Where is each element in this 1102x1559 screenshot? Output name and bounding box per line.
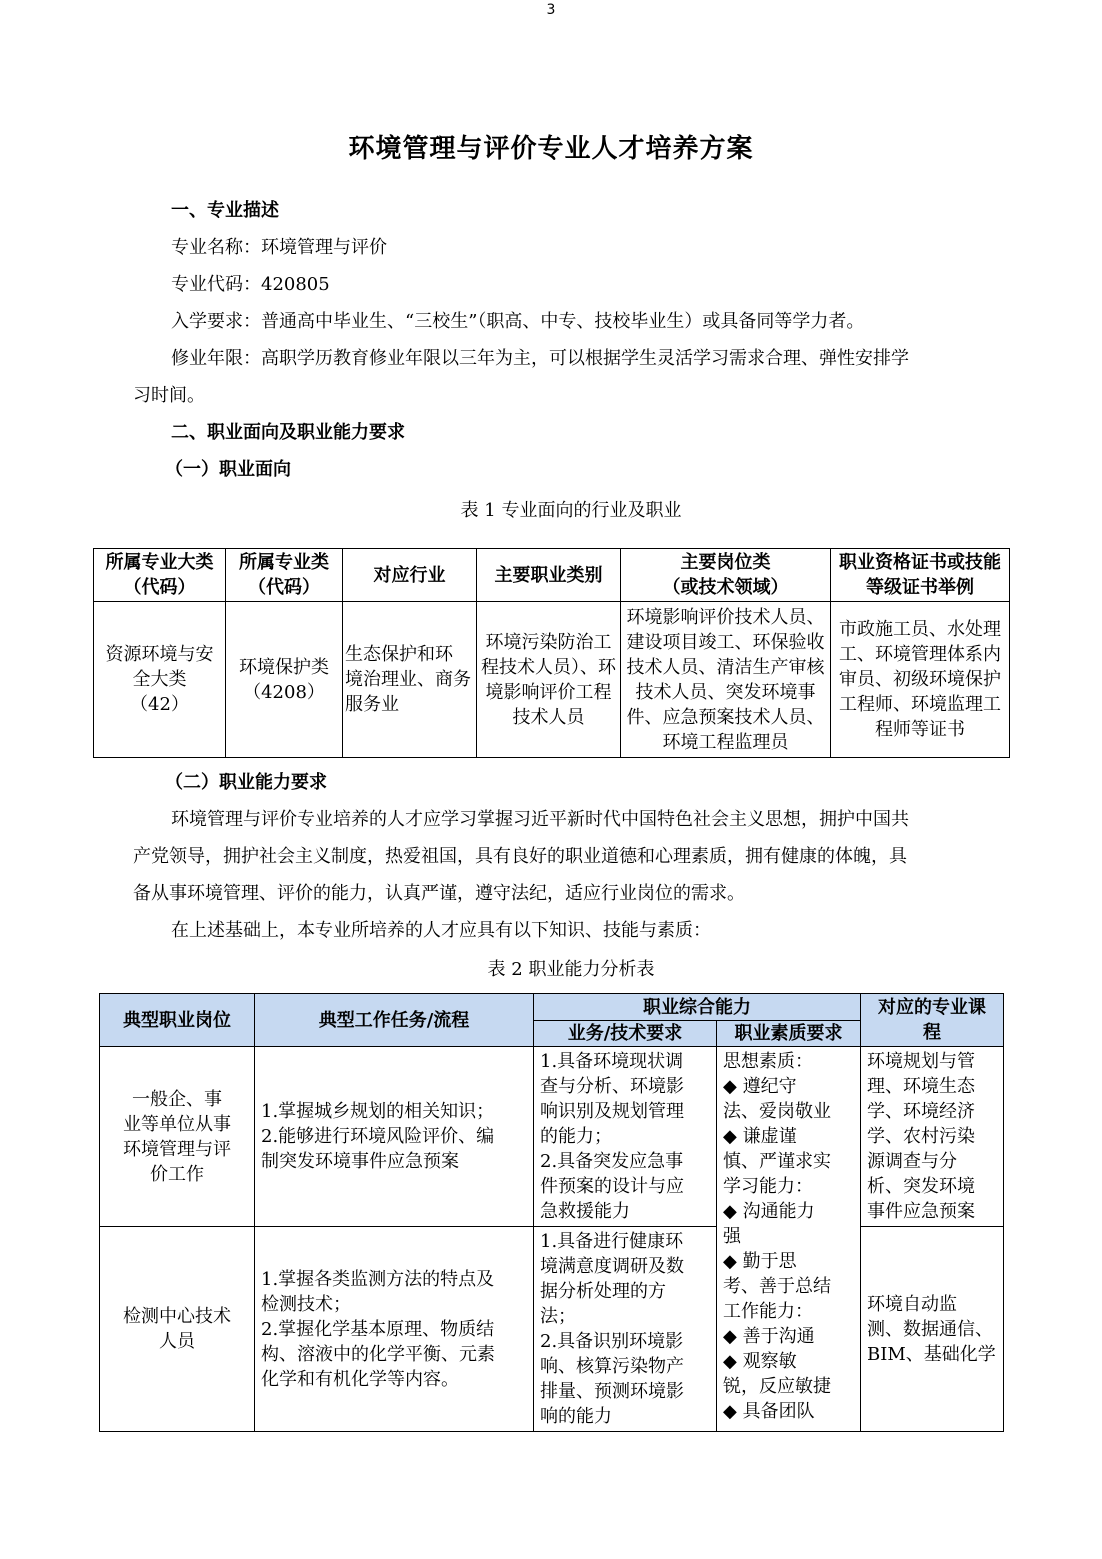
section-heading-career: 二、职业面向及职业能力要求 (171, 422, 405, 443)
table1-header-cell: 所属专业类 （代码） (226, 549, 343, 602)
table2-header-post: 典型职业岗位 (100, 994, 255, 1047)
paragraph-line: 环境管理与评价专业培养的人才应学习掌握习近平新时代中国特色社会主义思想，拥护中国共 (171, 809, 909, 830)
table2-header-biz: 业务/技术要求 (534, 1021, 717, 1047)
table1-header-cell: 主要岗位类 （或技术领域） (621, 549, 831, 602)
table1-cell: 环境污染防治工 程技术人员）、环 境影响评价工程 技术人员 (477, 602, 621, 758)
major-name: 专业名称：环境管理与评价 (171, 237, 387, 258)
table1-header-cell: 所属专业大类 （代码） (94, 549, 226, 602)
table2-post-cell: 一般企、事 业等单位从事 环境管理与评 价工作 (100, 1047, 255, 1227)
table1-row (94, 602, 1010, 758)
subheading-ability-requirements: （二）职业能力要求 (165, 772, 327, 793)
table2-header-quality: 职业素质要求 (717, 1021, 861, 1047)
table2-course-cell: 环境规划与管 理、环境生态 学、环境经济 学、农村污染 源调查与分 析、突发环境 事件应急预案 (861, 1047, 1004, 1227)
table1-cell: 市政施工员、水处理 工、环境管理体系内 审员、初级环境保护 工程师、环境监理工 程师等证书 (831, 602, 1010, 758)
section-heading-description: 一、专业描述 (171, 200, 279, 221)
table1-cell: 生态保护和环 境治理业、商务 服务业 (343, 602, 477, 758)
ability-analysis-table (99, 993, 1004, 1432)
table1-header-row (94, 549, 1010, 602)
table2-header-course: 对应的专业课 程 (861, 994, 1004, 1047)
table2-post-cell: 检测中心技术 人员 (100, 1227, 255, 1432)
major-code: 专业代码：420805 (171, 274, 330, 295)
paragraph-line: 在上述基础上，本专业所培养的人才应具有以下知识、技能与素质： (171, 920, 711, 941)
table2-caption: 表 2 职业能力分析表 (487, 959, 655, 980)
table2-task-cell: 1.掌握各类监测方法的特点及 检测技术； 2.掌握化学基本原理、物质结 构、溶液中的化学平衡、元素 化学和有机化学等内容。 (255, 1227, 534, 1432)
table2-header-ability: 职业综合能力 (534, 994, 861, 1021)
table2-header-task: 典型工作任务/流程 (255, 994, 534, 1047)
table2-header-row (100, 994, 1004, 1021)
career-orientation-table (93, 548, 1010, 758)
table1-header-cell: 主要职业类别 (477, 549, 621, 602)
table1-caption: 表 1 专业面向的行业及职业 (460, 500, 682, 521)
table1-header-cell: 职业资格证书或技能 等级证书举例 (831, 549, 1010, 602)
admission-requirement: 入学要求：普通高中毕业生、“三校生”（职高、中专、技校毕业生）或具备同等学力者。 (171, 311, 865, 332)
study-duration-cont: 习时间。 (133, 385, 205, 406)
table2-biz-cell: 1.具备环境现状调 查与分析、环境影 响识别及规划管理 的能力； 2.具备突发应急事 件预案的设计与应 急救援能力 (534, 1047, 717, 1227)
table2-biz-cell: 1.具备进行健康环 境满意度调研及数 据分析处理的方 法； 2.具备识别环境影 响、核算污染物产 排量、预测环境影 响的能力 (534, 1227, 717, 1432)
table2-task-cell: 1.掌握城乡规划的相关知识； 2.能够进行环境风险评价、编 制突发环境事件应急预案 (255, 1047, 534, 1227)
subheading-career-orientation: （一）职业面向 (165, 459, 291, 480)
page-number: 3 (546, 2, 556, 18)
table1-cell: 环境保护类 （4208） (226, 602, 343, 758)
table2-quality-cell: 思想素质： ◆ 遵纪守 法、爱岗敬业 ◆ 谦虚谨 慎、严谨求实 学习能力： ◆ 沟通能力 强 ◆ 勤于思 考、善于总结 工作能力： ◆ 善于沟通 ◆ 观察敏 锐，反应敏捷 ◆ 具备团队 (717, 1047, 861, 1432)
table2-row (100, 1227, 1004, 1432)
table1-header-cell: 对应行业 (343, 549, 477, 602)
table2-row (100, 1047, 1004, 1227)
study-duration: 修业年限：高职学历教育修业年限以三年为主，可以根据学生灵活学习需求合理、弹性安排学 (171, 348, 909, 369)
table2-course-cell: 环境自动监 测、数据通信、 BIM、基础化学 (861, 1227, 1004, 1432)
paragraph-line: 备从事环境管理、评价的能力，认真严谨，遵守法纪，适应行业岗位的需求。 (133, 883, 745, 904)
document-title: 环境管理与评价专业人才培养方案 (348, 134, 754, 164)
table1-cell: 资源环境与安 全大类 （42） (94, 602, 226, 758)
paragraph-line: 产党领导，拥护社会主义制度，热爱祖国，具有良好的职业道德和心理素质，拥有健康的体魄，具 (133, 846, 907, 867)
table1-cell: 环境影响评价技术人员、 建设项目竣工、环保验收 技术人员、清洁生产审核 技术人员、突发环境事 件、应急预案技术人员、 环境工程监理员 (621, 602, 831, 758)
